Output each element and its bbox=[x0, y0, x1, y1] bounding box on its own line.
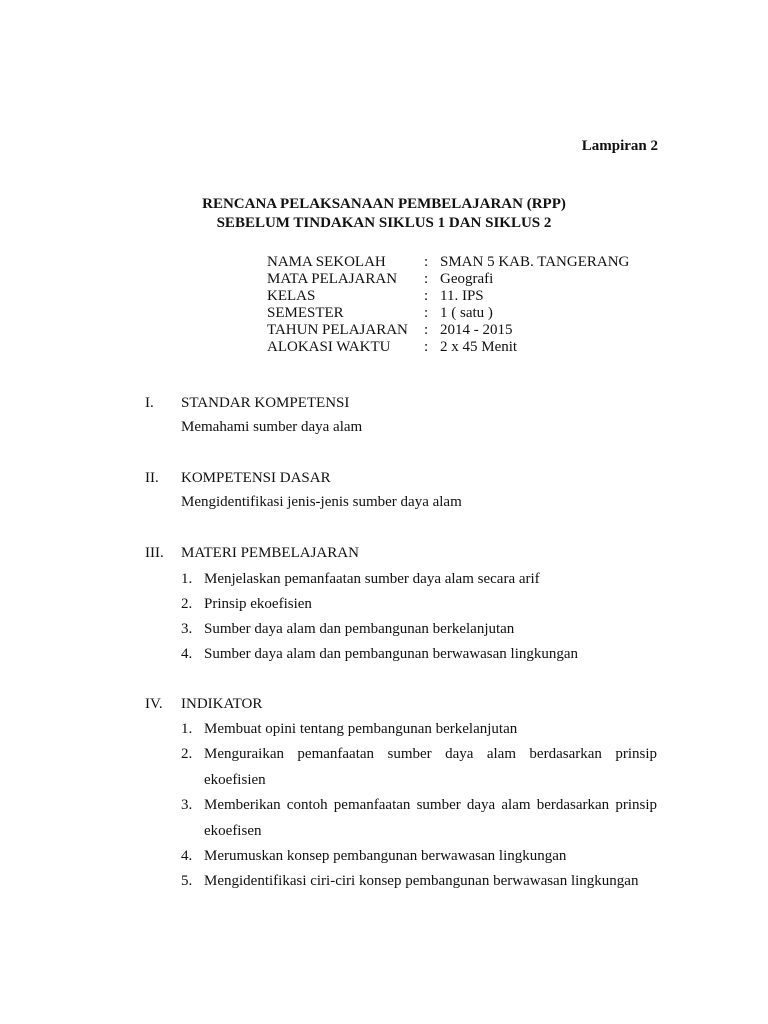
info-value-mata-pelajaran: Geografi bbox=[440, 271, 494, 287]
list-item-number: 2. bbox=[181, 746, 193, 762]
info-value-tahun-pelajaran: 2014 - 2015 bbox=[440, 322, 513, 338]
section-title-materi-pembelajaran: MATERI PEMBELAJARAN bbox=[181, 545, 359, 561]
info-colon: : bbox=[424, 271, 429, 287]
info-label-kelas: KELAS bbox=[267, 288, 316, 304]
document-title-line1: RENCANA PELAKSANAAN PEMBELAJARAN (RPP) bbox=[202, 196, 566, 212]
list-item: Sumber daya alam dan pembangunan berkelanjutan bbox=[204, 621, 515, 637]
lampiran-label: Lampiran 2 bbox=[581, 138, 658, 154]
section-number: III. bbox=[145, 545, 164, 561]
info-value-semester: 1 ( satu ) bbox=[440, 305, 493, 321]
info-label-mata-pelajaran: MATA PELAJARAN bbox=[267, 271, 398, 287]
info-value-kelas: 11. IPS bbox=[440, 288, 484, 304]
list-item-number: 2. bbox=[181, 596, 193, 612]
section-title-kompetensi-dasar: KOMPETENSI DASAR bbox=[181, 470, 331, 486]
list-item: Mengidentifikasi ciri-ciri konsep pembangunan berwawasan lingkungan bbox=[204, 873, 639, 889]
list-item: Sumber daya alam dan pembangunan berwawasan lingkungan bbox=[204, 646, 579, 662]
info-colon: : bbox=[424, 322, 429, 338]
section-title-standar-kompetensi: STANDAR KOMPETENSI bbox=[181, 395, 350, 411]
list-item-number: 4. bbox=[181, 646, 193, 662]
info-label-semester: SEMESTER bbox=[267, 305, 344, 321]
list-item-continuation: ekoefisen bbox=[204, 823, 262, 839]
list-item-number: 3. bbox=[181, 797, 193, 813]
info-colon: : bbox=[424, 339, 429, 355]
info-colon: : bbox=[424, 305, 429, 321]
list-item: Menjelaskan pemanfaatan sumber daya alam secara arif bbox=[204, 571, 540, 587]
section-number: I. bbox=[145, 395, 154, 411]
section-body-standar-kompetensi: Memahami sumber daya alam bbox=[181, 419, 363, 435]
info-label-nama-sekolah: NAMA SEKOLAH bbox=[267, 254, 386, 270]
info-label-tahun-pelajaran: TAHUN PELAJARAN bbox=[267, 322, 408, 338]
info-colon: : bbox=[424, 254, 429, 270]
section-number: II. bbox=[145, 470, 159, 486]
info-colon: : bbox=[424, 288, 429, 304]
list-item-number: 3. bbox=[181, 621, 193, 637]
section-body-kompetensi-dasar: Mengidentifikasi jenis-jenis sumber daya alam bbox=[181, 494, 462, 510]
section-title-indikator: INDIKATOR bbox=[181, 696, 263, 712]
info-value-alokasi-waktu: 2 x 45 Menit bbox=[440, 339, 518, 355]
list-item: Prinsip ekoefisien bbox=[204, 596, 312, 612]
list-item: Membuat opini tentang pembangunan berkelanjutan bbox=[204, 721, 518, 737]
list-item: Menguraikan pemanfaatan sumber daya alam berdasarkan prinsip bbox=[204, 746, 657, 762]
document-title-line2: SEBELUM TINDAKAN SIKLUS 1 DAN SIKLUS 2 bbox=[216, 215, 552, 231]
list-item-number: 4. bbox=[181, 848, 193, 864]
info-label-alokasi-waktu: ALOKASI WAKTU bbox=[267, 339, 391, 355]
info-value-nama-sekolah: SMAN 5 KAB. TANGERANG bbox=[440, 254, 630, 270]
list-item-number: 1. bbox=[181, 721, 193, 737]
list-item-number: 5. bbox=[181, 873, 193, 889]
list-item: Merumuskan konsep pembangunan berwawasan lingkungan bbox=[204, 848, 567, 864]
list-item-continuation: ekoefisien bbox=[204, 772, 266, 788]
section-number: IV. bbox=[145, 696, 163, 712]
list-item: Memberikan contoh pemanfaatan sumber daya alam berdasarkan prinsip bbox=[204, 797, 657, 813]
list-item-number: 1. bbox=[181, 571, 193, 587]
